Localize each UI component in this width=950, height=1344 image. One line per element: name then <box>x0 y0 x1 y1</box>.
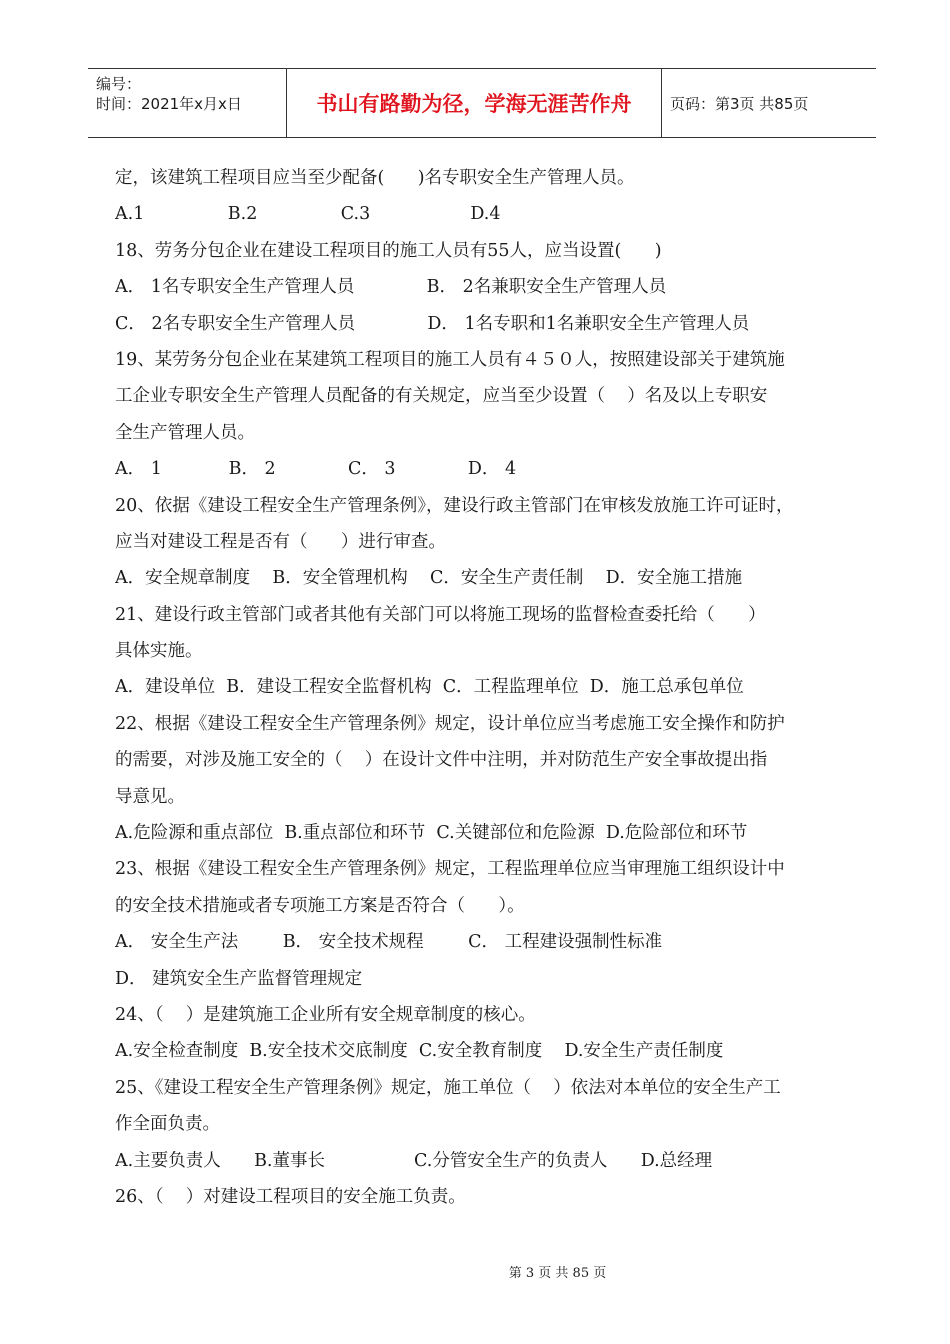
text-line: 的安全技术措施或者专项施工方案是否符合（ ）。 <box>115 895 525 916</box>
text-line: 作全面负责。 <box>115 1114 220 1135</box>
text-line: 的需要，对涉及施工安全的（ ）在设计文件中注明，并对防范生产安全事故提出指 <box>115 750 768 771</box>
header-motto: 书山有路勤为径，学海无涯苦作舟 <box>287 69 662 137</box>
text-line: 定，该建筑工程项目应当至少配备( )名专职安全生产管理人员。 <box>115 168 635 188</box>
page-label: 页码：第3页 共85页 <box>670 94 809 113</box>
question-25: 25、《建设工程安全生产管理条例》规定，施工单位（ ）依法对本单位的安全生产工 <box>115 1077 781 1098</box>
question-22: 22、根据《建设工程安全生产管理条例》规定，设计单位应当考虑施工安全操作和防护 <box>115 713 785 734</box>
text-line: 具体实施。 <box>115 641 203 662</box>
options-line: A．安全规章制度 B．安全管理机构 C．安全生产责任制 D．安全施工措施 <box>115 568 743 589</box>
question-19: 19、某劳务分包企业在某建筑工程项目的施工人员有４５０人，按照建设部关于建筑施 <box>115 349 785 370</box>
footer-page-number: 第 3 页 共 85 页 <box>508 1266 607 1281</box>
serial-label: 编号： <box>96 75 142 93</box>
text-line: 工企业专职安全生产管理人员配备的有关规定，应当至少设置（ ）名及以上专职安 <box>115 386 768 407</box>
options-line: A． 1 B． 2 C． 3 D． 4 <box>115 459 517 480</box>
question-24: 24、（ ）是建筑施工企业所有安全规章制度的核心。 <box>115 1004 536 1025</box>
page-header <box>88 68 876 138</box>
document-body <box>115 160 860 1215</box>
text-line: 全生产管理人员。 <box>115 422 255 443</box>
options-line: A.安全检查制度 B.安全技术交底制度 C.安全教育制度 D.安全生产责任制度 <box>115 1041 724 1062</box>
options-line: A． 安全生产法 B． 安全技术规程 C． 工程建设强制性标准 <box>115 932 663 953</box>
options-line: D． 建筑安全生产监督管理规定 <box>115 968 363 989</box>
text-line: 应当对建设工程是否有（ ）进行审查。 <box>115 531 446 552</box>
question-26: 26、（ ）对建设工程项目的安全施工负责。 <box>115 1186 466 1207</box>
options-line: C． 2名专职安全生产管理人员 D． 1名专职和1名兼职安全生产管理人员 <box>115 313 750 334</box>
question-21: 21、建设行政主管部门或者其他有关部门可以将施工现场的监督检查委托给（ ） <box>115 604 766 625</box>
question-18: 18、劳务分包企业在建设工程项目的施工人员有55人，应当设置( ) <box>115 240 662 261</box>
question-20: 20、依据《建设工程安全生产管理条例》，建设行政主管部门在审核发放施工许可证时， <box>115 495 794 516</box>
question-23: 23、根据《建设工程安全生产管理条例》规定，工程监理单位应当审理施工组织设计中 <box>115 859 785 880</box>
header-page-info <box>662 69 876 137</box>
time-label: 时间：2021年x月x日 <box>96 95 242 113</box>
options-line: A．建设单位 B．建设工程安全监督机构 C．工程监理单位 D．施工总承包单位 <box>115 677 744 698</box>
header-meta <box>88 69 287 137</box>
options-line: A.危险源和重点部位 B.重点部位和环节 C.关键部位和危险源 D.危险部位和环节 <box>115 823 748 844</box>
options-line: A． 1名专职安全生产管理人员 B． 2名兼职安全生产管理人员 <box>115 277 667 298</box>
options-line: A.主要负责人 B.董事长 C.分管安全生产的负责人 D.总经理 <box>115 1150 713 1171</box>
text-line: 导意见。 <box>115 786 185 807</box>
page-footer <box>0 1262 950 1281</box>
options-line: A.1 B.2 C.3 D.4 <box>115 204 501 225</box>
